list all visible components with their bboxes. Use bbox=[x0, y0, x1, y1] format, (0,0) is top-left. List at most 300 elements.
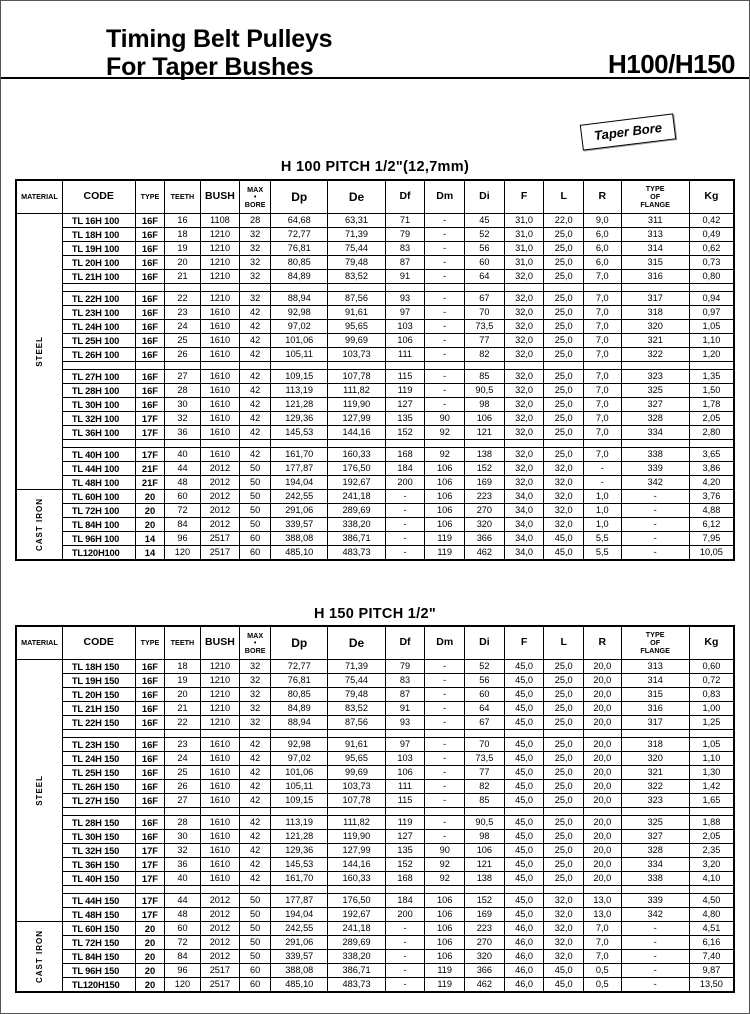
table-row bbox=[17, 766, 734, 780]
cell-value: 20,0 bbox=[584, 674, 621, 688]
cell-value: 32,0 bbox=[544, 504, 584, 518]
cell-value: 34,0 bbox=[504, 504, 544, 518]
cell-value: - bbox=[621, 518, 689, 532]
cell-value: 23 bbox=[165, 738, 200, 752]
cell-value: 60 bbox=[465, 256, 505, 270]
cell-value: - bbox=[425, 334, 465, 348]
cell-value: 120 bbox=[165, 546, 200, 560]
cell-value: 42 bbox=[240, 384, 271, 398]
cell-value: 2012 bbox=[200, 518, 240, 532]
cell-value: 20,0 bbox=[584, 660, 621, 674]
cell-value: 242,55 bbox=[271, 922, 328, 936]
cell-value: - bbox=[425, 348, 465, 362]
spacer-cell bbox=[689, 440, 733, 448]
cell-value: 1610 bbox=[200, 306, 240, 320]
cell-code: TL 72H 100 bbox=[62, 504, 135, 518]
cell-value: 25,0 bbox=[544, 228, 584, 242]
cell-value: 1,05 bbox=[689, 320, 733, 334]
spacer-cell bbox=[504, 808, 544, 816]
cell-value: 50 bbox=[240, 504, 271, 518]
spacer-cell bbox=[465, 886, 505, 894]
cell-value: 87 bbox=[385, 688, 425, 702]
cell-value: 42 bbox=[240, 830, 271, 844]
cell-value: 80,85 bbox=[271, 256, 328, 270]
cell-value: 129,36 bbox=[271, 412, 328, 426]
cell-value: 42 bbox=[240, 844, 271, 858]
cell-value: 25,0 bbox=[544, 306, 584, 320]
cell-value: 338 bbox=[621, 872, 689, 886]
cell-value: 28 bbox=[165, 384, 200, 398]
cell-value: 25,0 bbox=[544, 320, 584, 334]
cell-value: - bbox=[385, 532, 425, 546]
cell-value: 50 bbox=[240, 922, 271, 936]
cell-value: 32,0 bbox=[504, 348, 544, 362]
cell-value: 152 bbox=[385, 426, 425, 440]
spacer-cell bbox=[425, 362, 465, 370]
table-row bbox=[17, 872, 734, 886]
cell-value: 25,0 bbox=[544, 766, 584, 780]
page-title bbox=[106, 25, 332, 81]
cell-value: 25,0 bbox=[544, 674, 584, 688]
cell-value: 7,0 bbox=[584, 950, 621, 964]
cell-value: 20,0 bbox=[584, 780, 621, 794]
cell-value: 152 bbox=[385, 858, 425, 872]
spacer-cell bbox=[385, 440, 425, 448]
cell-code: TL 19H 100 bbox=[62, 242, 135, 256]
cell-value: 32,0 bbox=[544, 490, 584, 504]
cell-value: 73,5 bbox=[465, 752, 505, 766]
cell-value: 42 bbox=[240, 412, 271, 426]
spacer-cell bbox=[240, 440, 271, 448]
cell-value: 25,0 bbox=[544, 448, 584, 462]
cell-value: - bbox=[621, 532, 689, 546]
cell-value: - bbox=[385, 964, 425, 978]
cell-value: 1,30 bbox=[689, 766, 733, 780]
cell-value: 145,53 bbox=[271, 858, 328, 872]
cell-value: 321 bbox=[621, 766, 689, 780]
spacer-cell bbox=[165, 284, 200, 292]
cell-value: 1210 bbox=[200, 674, 240, 688]
cell-code: TL 44H 150 bbox=[62, 894, 135, 908]
cell-value: 32,0 bbox=[544, 518, 584, 532]
cell-value: 316 bbox=[621, 270, 689, 284]
cell-value: 1210 bbox=[200, 702, 240, 716]
cell-value: 194,04 bbox=[271, 908, 328, 922]
cell-value: 32 bbox=[165, 844, 200, 858]
cell-value: 32,0 bbox=[544, 936, 584, 950]
cell-value: 20,0 bbox=[584, 766, 621, 780]
table-row bbox=[17, 532, 734, 546]
cell-value: 119,90 bbox=[328, 830, 385, 844]
cell-value: 106 bbox=[425, 950, 465, 964]
cell-code: TL 19H 150 bbox=[62, 674, 135, 688]
cell-value: 50 bbox=[240, 518, 271, 532]
cell-value: 483,73 bbox=[328, 546, 385, 560]
cell-value: 111 bbox=[385, 780, 425, 794]
spacer-cell bbox=[544, 730, 584, 738]
spacer-cell bbox=[271, 284, 328, 292]
cell-code: TL 32H 150 bbox=[62, 844, 135, 858]
section-title-h100: H 100 PITCH 1/2"(12,7mm) bbox=[280, 159, 470, 175]
cell-value: - bbox=[425, 228, 465, 242]
cell-value: 9,87 bbox=[689, 964, 733, 978]
cell-value: 1210 bbox=[200, 688, 240, 702]
spacer-cell bbox=[504, 284, 544, 292]
cell-value: 18 bbox=[165, 228, 200, 242]
cell-value: 2012 bbox=[200, 936, 240, 950]
spacer-cell bbox=[135, 362, 165, 370]
cell-value: 1610 bbox=[200, 858, 240, 872]
spacer-cell bbox=[504, 730, 544, 738]
cell-value: 91,61 bbox=[328, 306, 385, 320]
cell-value: 71,39 bbox=[328, 660, 385, 674]
cell-value: 2012 bbox=[200, 950, 240, 964]
column-header: TEETH bbox=[165, 181, 200, 214]
cell-value: 45,0 bbox=[504, 660, 544, 674]
cell-value: 26 bbox=[165, 348, 200, 362]
column-header: L bbox=[544, 627, 584, 660]
cell-value: 32,0 bbox=[504, 384, 544, 398]
table-row bbox=[17, 242, 734, 256]
cell-value: 67 bbox=[465, 716, 505, 730]
cell-value: - bbox=[425, 270, 465, 284]
table-row bbox=[17, 660, 734, 674]
spacer-cell bbox=[200, 362, 240, 370]
cell-value: 25,0 bbox=[544, 384, 584, 398]
cell-value: 45,0 bbox=[504, 752, 544, 766]
spacer-cell bbox=[385, 284, 425, 292]
cell-value: 96 bbox=[165, 964, 200, 978]
cell-code: TL 24H 150 bbox=[62, 752, 135, 766]
cell-type: 14 bbox=[135, 546, 165, 560]
cell-type: 20 bbox=[135, 518, 165, 532]
cell-value: 138 bbox=[465, 872, 505, 886]
cell-value: 6,12 bbox=[689, 518, 733, 532]
column-header: L bbox=[544, 181, 584, 214]
spacer-cell bbox=[621, 284, 689, 292]
cell-value: 2,05 bbox=[689, 412, 733, 426]
cell-value: 105,11 bbox=[271, 348, 328, 362]
cell-value: 327 bbox=[621, 830, 689, 844]
cell-value: 42 bbox=[240, 334, 271, 348]
cell-value: 338 bbox=[621, 448, 689, 462]
cell-value: 45,0 bbox=[504, 830, 544, 844]
cell-value: 45,0 bbox=[544, 532, 584, 546]
cell-value: 106 bbox=[425, 922, 465, 936]
cell-value: - bbox=[425, 738, 465, 752]
cell-value: 3,20 bbox=[689, 858, 733, 872]
column-header: Kg bbox=[689, 181, 733, 214]
cell-value: 1,0 bbox=[584, 504, 621, 518]
cell-value: 317 bbox=[621, 292, 689, 306]
cell-code: TL 20H 150 bbox=[62, 688, 135, 702]
cell-value: 7,40 bbox=[689, 950, 733, 964]
cell-value: 60 bbox=[465, 688, 505, 702]
cell-value: 0,60 bbox=[689, 660, 733, 674]
table-row bbox=[17, 908, 734, 922]
table-row bbox=[17, 476, 734, 490]
table-row bbox=[17, 462, 734, 476]
cell-value: 0,97 bbox=[689, 306, 733, 320]
cell-value: 99,69 bbox=[328, 766, 385, 780]
cell-value: 7,0 bbox=[584, 398, 621, 412]
cell-type: 16F bbox=[135, 830, 165, 844]
spacer-cell bbox=[328, 730, 385, 738]
table-row bbox=[17, 964, 734, 978]
cell-value: 25,0 bbox=[544, 872, 584, 886]
cell-value: 184 bbox=[385, 462, 425, 476]
cell-value: 1,78 bbox=[689, 398, 733, 412]
cell-value: 79 bbox=[385, 660, 425, 674]
cell-value: 92 bbox=[425, 872, 465, 886]
table-row bbox=[17, 504, 734, 518]
cell-value: 25,0 bbox=[544, 426, 584, 440]
cell-value: 32 bbox=[240, 660, 271, 674]
cell-value: 119,90 bbox=[328, 398, 385, 412]
cell-value: 325 bbox=[621, 816, 689, 830]
cell-value: 366 bbox=[465, 532, 505, 546]
cell-value: 119 bbox=[425, 546, 465, 560]
table-row bbox=[17, 894, 734, 908]
cell-value: 27 bbox=[165, 794, 200, 808]
cell-value: 60 bbox=[165, 922, 200, 936]
spacer-cell bbox=[328, 808, 385, 816]
table-row bbox=[17, 370, 734, 384]
cell-value: 138 bbox=[465, 448, 505, 462]
cell-value: 328 bbox=[621, 844, 689, 858]
cell-value: 56 bbox=[465, 242, 505, 256]
cell-value: 60 bbox=[240, 978, 271, 992]
cell-value: 32,0 bbox=[504, 370, 544, 384]
cell-value: 32 bbox=[240, 256, 271, 270]
cell-value: 42 bbox=[240, 738, 271, 752]
spacer-cell bbox=[271, 886, 328, 894]
spacer-cell bbox=[584, 886, 621, 894]
spacer-cell bbox=[689, 362, 733, 370]
cell-type: 17F bbox=[135, 412, 165, 426]
cell-code: TL 48H 100 bbox=[62, 476, 135, 490]
cell-value: 119 bbox=[385, 816, 425, 830]
cell-type: 16F bbox=[135, 306, 165, 320]
cell-value: 83 bbox=[385, 674, 425, 688]
cell-value: 334 bbox=[621, 426, 689, 440]
table-row bbox=[17, 384, 734, 398]
spacer-cell bbox=[62, 730, 135, 738]
cell-value: 85 bbox=[465, 370, 505, 384]
cell-value: 50 bbox=[240, 490, 271, 504]
cell-value: 103,73 bbox=[328, 348, 385, 362]
cell-value: 50 bbox=[240, 936, 271, 950]
spacer-cell bbox=[200, 730, 240, 738]
cell-value: 75,44 bbox=[328, 242, 385, 256]
table-row bbox=[17, 794, 734, 808]
cell-value: 90 bbox=[425, 844, 465, 858]
cell-value: 99,69 bbox=[328, 334, 385, 348]
cell-value: 31,0 bbox=[504, 228, 544, 242]
cell-value: 176,50 bbox=[328, 462, 385, 476]
cell-value: 119 bbox=[425, 978, 465, 992]
spacer-cell bbox=[689, 284, 733, 292]
cell-value: 20,0 bbox=[584, 872, 621, 886]
cell-value: 1,10 bbox=[689, 752, 733, 766]
cell-value: 7,0 bbox=[584, 922, 621, 936]
cell-value: 32,0 bbox=[504, 462, 544, 476]
cell-value: 32 bbox=[165, 412, 200, 426]
cell-value: 91,61 bbox=[328, 738, 385, 752]
cell-value: 1610 bbox=[200, 320, 240, 334]
spacer-cell bbox=[689, 730, 733, 738]
table-row bbox=[17, 674, 734, 688]
cell-value: 32,0 bbox=[504, 398, 544, 412]
cell-value: 1610 bbox=[200, 816, 240, 830]
cell-value: 2012 bbox=[200, 504, 240, 518]
spacer-cell bbox=[689, 886, 733, 894]
cell-value: 26 bbox=[165, 780, 200, 794]
cell-value: 119 bbox=[425, 532, 465, 546]
cell-value: 32,0 bbox=[504, 306, 544, 320]
cell-value: 71,39 bbox=[328, 228, 385, 242]
cell-value: 1610 bbox=[200, 370, 240, 384]
cell-value: 42 bbox=[240, 320, 271, 334]
cell-value: 25,0 bbox=[544, 348, 584, 362]
cell-value: 176,50 bbox=[328, 894, 385, 908]
cell-value: 56 bbox=[465, 674, 505, 688]
cell-value: 42 bbox=[240, 448, 271, 462]
cell-type: 16F bbox=[135, 660, 165, 674]
cell-code: TL 60H 150 bbox=[62, 922, 135, 936]
cell-value: 25,0 bbox=[544, 844, 584, 858]
cell-value: 34,0 bbox=[504, 490, 544, 504]
cell-value: 3,76 bbox=[689, 490, 733, 504]
table-row bbox=[17, 688, 734, 702]
cell-value: 67 bbox=[465, 292, 505, 306]
table-spacer-row bbox=[17, 284, 734, 292]
cell-value: - bbox=[621, 490, 689, 504]
cell-value: 45,0 bbox=[504, 908, 544, 922]
cell-value: 291,06 bbox=[271, 936, 328, 950]
cell-value: 1,65 bbox=[689, 794, 733, 808]
column-header: BUSH bbox=[200, 181, 240, 214]
cell-value: 1,88 bbox=[689, 816, 733, 830]
spacer-cell bbox=[240, 362, 271, 370]
cell-value: 101,06 bbox=[271, 334, 328, 348]
spacer-cell bbox=[385, 808, 425, 816]
cell-value: 70 bbox=[465, 738, 505, 752]
cell-value: 1,20 bbox=[689, 348, 733, 362]
table-row bbox=[17, 270, 734, 284]
column-header: BUSH bbox=[200, 627, 240, 660]
cell-value: 7,0 bbox=[584, 448, 621, 462]
taper-bore-badge: Taper Bore bbox=[580, 113, 677, 150]
cell-value: 44 bbox=[165, 462, 200, 476]
spacer-cell bbox=[544, 362, 584, 370]
cell-value: 462 bbox=[465, 546, 505, 560]
cell-value: 121,28 bbox=[271, 398, 328, 412]
cell-value: 83,52 bbox=[328, 270, 385, 284]
cell-value: 129,36 bbox=[271, 844, 328, 858]
cell-value: 103 bbox=[385, 320, 425, 334]
cell-value: 25,0 bbox=[544, 398, 584, 412]
cell-value: 60 bbox=[240, 546, 271, 560]
cell-value: 32 bbox=[240, 674, 271, 688]
cell-value: 45,0 bbox=[544, 964, 584, 978]
cell-type: 16F bbox=[135, 348, 165, 362]
cell-value: 7,0 bbox=[584, 292, 621, 306]
cell-value: 388,08 bbox=[271, 532, 328, 546]
cell-code: TL 16H 100 bbox=[62, 214, 135, 228]
cell-code: TL 27H 100 bbox=[62, 370, 135, 384]
table-row bbox=[17, 426, 734, 440]
section-title-h150: H 150 PITCH 1/2" bbox=[313, 606, 437, 622]
table-row bbox=[17, 214, 734, 228]
cell-value: 3,86 bbox=[689, 462, 733, 476]
cell-code: TL 20H 100 bbox=[62, 256, 135, 270]
cell-value: 106 bbox=[465, 412, 505, 426]
column-header: De bbox=[328, 627, 385, 660]
cell-type: 16F bbox=[135, 384, 165, 398]
spacer-cell bbox=[165, 730, 200, 738]
cell-value: 106 bbox=[425, 518, 465, 532]
cell-value: 270 bbox=[465, 504, 505, 518]
cell-value: 25,0 bbox=[544, 412, 584, 426]
cell-value: 1,00 bbox=[689, 702, 733, 716]
cell-value: 0,62 bbox=[689, 242, 733, 256]
cell-value: 483,73 bbox=[328, 978, 385, 992]
cell-value: 1,0 bbox=[584, 518, 621, 532]
cell-value: 48 bbox=[165, 476, 200, 490]
cell-value: 0,42 bbox=[689, 214, 733, 228]
cell-value: 64 bbox=[465, 702, 505, 716]
cell-value: 46,0 bbox=[504, 950, 544, 964]
spacer-cell bbox=[544, 284, 584, 292]
cell-value: 1,05 bbox=[689, 738, 733, 752]
cell-value: 20,0 bbox=[584, 688, 621, 702]
cell-value: 115 bbox=[385, 370, 425, 384]
spacer-cell bbox=[271, 362, 328, 370]
spacer-cell bbox=[584, 440, 621, 448]
cell-value: 107,78 bbox=[328, 794, 385, 808]
cell-value: 91 bbox=[385, 702, 425, 716]
table-row bbox=[17, 292, 734, 306]
cell-value: 339 bbox=[621, 894, 689, 908]
cell-value: 63,31 bbox=[328, 214, 385, 228]
table-row bbox=[17, 716, 734, 730]
cell-value: 19 bbox=[165, 674, 200, 688]
cell-value: 32 bbox=[240, 242, 271, 256]
spacer-cell bbox=[240, 284, 271, 292]
cell-value: 7,0 bbox=[584, 370, 621, 384]
cell-value: 2517 bbox=[200, 964, 240, 978]
cell-value: 45,0 bbox=[504, 766, 544, 780]
cell-value: 79,48 bbox=[328, 688, 385, 702]
cell-value: 2012 bbox=[200, 476, 240, 490]
spacer-cell bbox=[328, 440, 385, 448]
cell-value: 95,65 bbox=[328, 320, 385, 334]
cell-value: 184 bbox=[385, 894, 425, 908]
cell-value: 25,0 bbox=[544, 292, 584, 306]
spacer-cell bbox=[385, 730, 425, 738]
cell-value: - bbox=[425, 214, 465, 228]
cell-code: TL 26H 100 bbox=[62, 348, 135, 362]
cell-value: - bbox=[425, 716, 465, 730]
cell-value: 9,0 bbox=[584, 214, 621, 228]
cell-type: 20 bbox=[135, 922, 165, 936]
spec-table bbox=[16, 180, 734, 560]
cell-value: 2,35 bbox=[689, 844, 733, 858]
spacer-cell bbox=[200, 886, 240, 894]
page-header bbox=[1, 1, 749, 79]
cell-value: 327 bbox=[621, 398, 689, 412]
